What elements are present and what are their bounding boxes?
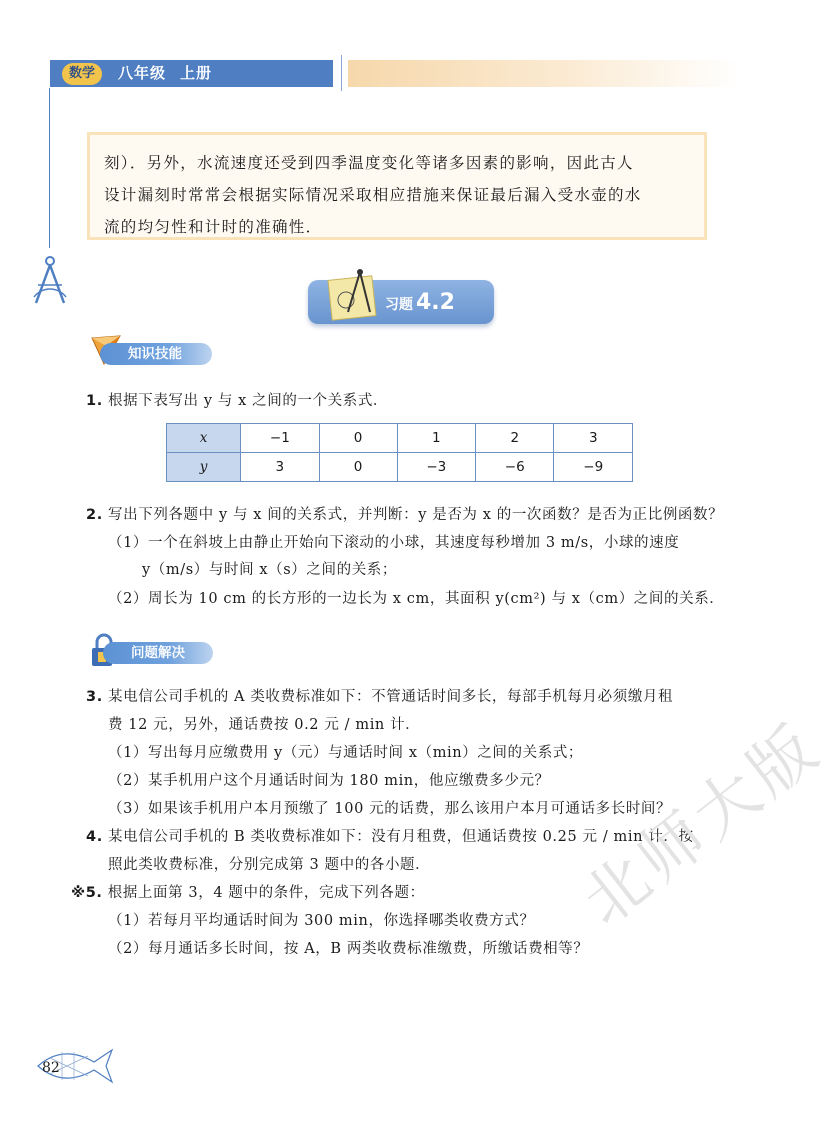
table-cell: 1 bbox=[397, 424, 475, 453]
table-row bbox=[167, 453, 633, 482]
table-cell: −6 bbox=[476, 453, 554, 482]
table-head-y: y bbox=[167, 453, 241, 482]
question-number: 4. bbox=[86, 829, 103, 845]
question-number: 2. bbox=[86, 507, 103, 523]
question-text: 某电信公司手机的 A 类收费标准如下：不管通话时间多长，每部手机每月必须缴月租 bbox=[108, 689, 674, 705]
question-number: 1. bbox=[86, 393, 103, 409]
question-5 bbox=[71, 882, 425, 904]
header-gradient-bar bbox=[348, 60, 740, 87]
volume-label: 上册 bbox=[180, 64, 213, 82]
question-number: ※5. bbox=[71, 885, 103, 901]
question-5-part-2: （2）每月通话多长时间，按 A，B 两类收费标准缴费，所缴话费相等？ bbox=[108, 941, 589, 957]
question-3-cont: 费 12 元，另外，通话费按 0.2 元 / min 计． bbox=[108, 717, 421, 733]
question-1 bbox=[86, 390, 388, 412]
question-3-part-1: （1）写出每月应缴费用 y（元）与通话时间 x（min）之间的关系式； bbox=[108, 745, 584, 761]
question-text: 写出下列各题中 y 与 x 间的关系式，并判断：y 是否为 x 的一次函数？是否为正比例函数？ bbox=[108, 507, 724, 523]
exercise-title bbox=[385, 285, 455, 321]
note-compass-icon bbox=[322, 268, 384, 326]
table-cell: −1 bbox=[241, 424, 319, 453]
table-cell: 0 bbox=[319, 424, 397, 453]
reading-box bbox=[87, 132, 707, 240]
reading-line: 设计漏刻时常常会根据实际情况采取相应措施来保证最后漏入受水壶的水 bbox=[104, 186, 642, 204]
grade-label: 八年级 bbox=[118, 64, 167, 82]
table-row bbox=[167, 424, 633, 453]
table-cell: 0 bbox=[319, 453, 397, 482]
exercise-number: 4.2 bbox=[416, 290, 455, 315]
question-number: 3. bbox=[86, 689, 103, 705]
question-2-part-1: （1）一个在斜坡上由静止开始向下滚动的小球，其速度每秒增加 3 m/s，小球的速度 bbox=[108, 535, 680, 551]
question-5-part-1: （1）若每月平均通话时间为 300 min，你选择哪类收费方式？ bbox=[108, 913, 535, 929]
margin-rule bbox=[49, 88, 50, 248]
table-cell: −9 bbox=[554, 453, 633, 482]
xy-table bbox=[166, 423, 633, 482]
question-2 bbox=[86, 504, 723, 526]
question-3-part-3: （3）如果该手机用户本月预缴了 100 元的话费，那么该用户本月可通话多长时间？ bbox=[108, 801, 672, 817]
reading-line: 刻）．另外，水流速度还受到四季温度变化等诸多因素的影响，因此古人 bbox=[104, 154, 634, 172]
question-4-cont: 照此类收费标准，分别完成第 3 题中的各小题． bbox=[108, 857, 431, 873]
question-2-part-1-cont: y（m/s）与时间 x（s）之间的关系； bbox=[142, 562, 397, 578]
question-text: 根据上面第 3，4 题中的条件，完成下列各题： bbox=[107, 885, 425, 901]
question-3-part-2: （2）某手机用户这个月通话时间为 180 min，他应缴费多少元？ bbox=[108, 773, 550, 789]
table-cell: −3 bbox=[397, 453, 475, 482]
page-number: 82 bbox=[42, 1060, 60, 1076]
question-2-part-2: （2）周长为 10 cm 的长方形的一边长为 x cm，其面积 y(cm²) 与 x（cm）之间的关系． bbox=[108, 591, 725, 607]
exercise-label: 习题 bbox=[385, 297, 413, 313]
compass-icon bbox=[28, 255, 72, 307]
table-cell: 2 bbox=[476, 424, 554, 453]
watermark: 北师大版 bbox=[569, 709, 836, 941]
reading-line: 流的均匀性和计时的准确性． bbox=[104, 218, 323, 236]
question-3 bbox=[86, 686, 673, 708]
section-problems: 问题解决 bbox=[103, 642, 213, 664]
table-head-x: x bbox=[167, 424, 241, 453]
question-text: 根据下表写出 y 与 x 之间的一个关系式． bbox=[108, 393, 389, 409]
table-cell: 3 bbox=[241, 453, 319, 482]
grade-title bbox=[118, 60, 226, 87]
header-divider bbox=[341, 55, 342, 91]
section-skills: 知识技能 bbox=[100, 343, 212, 365]
subject-badge: 数学 bbox=[62, 63, 102, 85]
table-cell: 3 bbox=[554, 424, 633, 453]
question-text: 某电信公司手机的 B 类收费标准如下：没有月租费，但通话费按 0.25 元 / min 计．按 bbox=[108, 829, 694, 845]
